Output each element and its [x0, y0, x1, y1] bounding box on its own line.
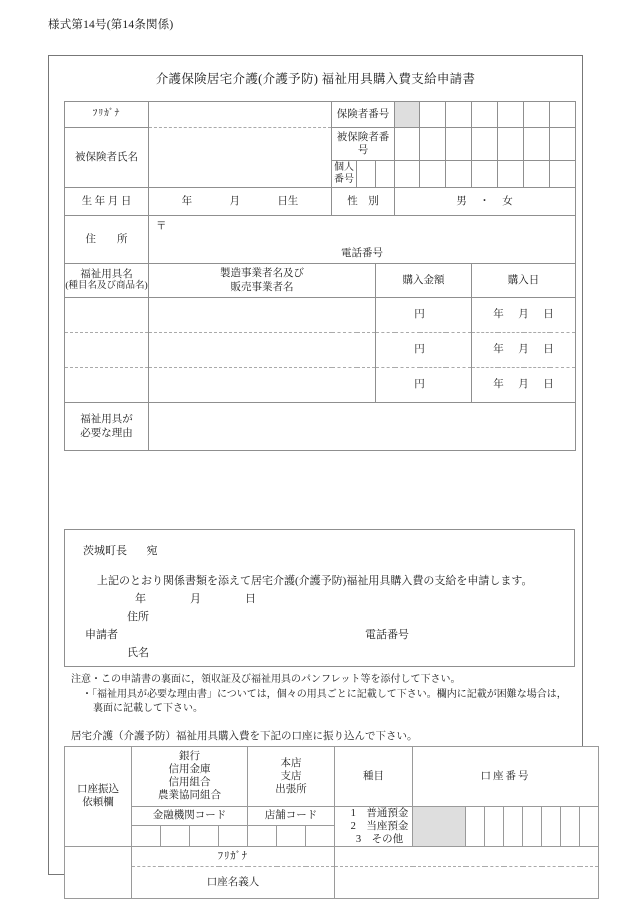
equipment-amount-header: 購入金額 — [376, 264, 472, 298]
equipment-row-2-day: 日 — [543, 344, 554, 356]
insurer-number-label: 保険者番号 — [332, 102, 395, 128]
addressee-line — [83, 542, 158, 558]
equipment-maker-header — [149, 264, 376, 298]
furigana-label: ﾌﾘｶﾞﾅ — [65, 102, 149, 128]
institution-code-cell-4[interactable] — [219, 826, 248, 847]
gender-options[interactable]: 男 ・ 女 — [395, 188, 576, 216]
furigana-value[interactable] — [149, 102, 332, 128]
account-furigana-value[interactable] — [335, 846, 599, 866]
application-statement: 上記のとおり関係書類を添えて居宅介護(介護予防)福祉用具購入費の支給を申請します。 — [97, 575, 533, 587]
equipment-row-1-month: 月 — [518, 309, 529, 321]
notes-block — [71, 673, 571, 717]
account-number-cell-4[interactable] — [523, 806, 542, 846]
branch-kind-head: 本店 — [280, 757, 302, 769]
equipment-row-2-name[interactable] — [65, 333, 149, 368]
account-furigana-label: ﾌﾘｶﾞﾅ — [132, 846, 335, 866]
birthdate-year-unit: 年 — [181, 195, 193, 207]
account-number-shaded-cell — [413, 806, 466, 846]
form-frame — [48, 55, 583, 888]
personal-number-cell-5[interactable] — [446, 161, 472, 188]
personal-number-cell-1[interactable] — [357, 161, 376, 188]
equipment-row-2-maker[interactable] — [149, 333, 376, 368]
account-number-cell-2[interactable] — [485, 806, 504, 846]
insurer-number-shaded-cell — [395, 102, 420, 128]
insured-number-cell-1[interactable] — [395, 128, 420, 161]
equipment-row-1-maker[interactable] — [149, 298, 376, 333]
account-number-cell-1[interactable] — [466, 806, 485, 846]
bank-transfer-table — [64, 746, 599, 899]
account-number-cell-6[interactable] — [561, 806, 580, 846]
insured-number-cell-4[interactable] — [472, 128, 498, 161]
equipment-maker-header-line1: 製造事業者名及び — [220, 268, 304, 280]
institution-code-label: 金融機関コード — [132, 806, 248, 826]
account-number-cell-5[interactable] — [542, 806, 561, 846]
equipment-row-1-date[interactable] — [472, 298, 576, 333]
application-date-month: 月 — [190, 593, 201, 605]
institution-kind-bank: 銀行 — [179, 751, 200, 762]
insurer-number-cell-6[interactable] — [550, 102, 576, 128]
personal-number-cell-8[interactable] — [524, 161, 550, 188]
equipment-row-2-year: 年 — [493, 344, 504, 356]
account-holder-label: 口座名義人 — [132, 866, 335, 898]
address-phone-label: 電話番号 — [341, 247, 383, 259]
address-value[interactable] — [149, 216, 576, 264]
equipment-name-header-line1: 福祉用具名 — [80, 269, 133, 280]
equipment-row-2-month: 月 — [518, 344, 529, 356]
birthdate-month-unit: 月 — [229, 195, 240, 207]
branch-kind-options[interactable] — [248, 747, 335, 807]
equipment-row-3-amount[interactable] — [376, 368, 472, 403]
account-type-option-2: 2 当座預金 — [350, 820, 409, 832]
notes-line-3: 裏面に記載して下さい。 — [93, 703, 203, 714]
institution-code-cell-3[interactable] — [190, 826, 219, 847]
gender-label: 性 別 — [332, 188, 395, 216]
equipment-row-3-day: 日 — [543, 379, 554, 391]
account-type-option-3: 3 その他 — [355, 833, 404, 845]
applicant-name-label: 氏名 — [127, 647, 149, 659]
insurer-number-cell-4[interactable] — [498, 102, 524, 128]
branch-code-cell-2[interactable] — [277, 826, 306, 847]
application-block — [64, 529, 575, 667]
reason-label-line2: 必要な理由 — [80, 427, 133, 439]
application-date[interactable] — [135, 590, 256, 606]
equipment-row-3-year: 年 — [493, 379, 504, 391]
applicant-label: 申請者 — [85, 629, 118, 641]
branch-kind-branch: 支店 — [280, 770, 302, 782]
application-date-day: 日 — [245, 593, 256, 605]
institution-code-cell-2[interactable] — [161, 826, 190, 847]
reason-label-line1: 福祉用具が — [80, 414, 133, 426]
equipment-row-3-maker[interactable] — [149, 368, 376, 403]
institution-kind-nokyo: 農業協同組合 — [158, 790, 221, 802]
birthdate-value[interactable] — [149, 188, 332, 216]
equipment-maker-header-line2: 販売事業者名 — [230, 281, 294, 293]
branch-code-cell-1[interactable] — [248, 826, 277, 847]
account-type-option-1: 1 普通預金 — [350, 807, 409, 819]
equipment-row-2-date[interactable] — [472, 333, 576, 368]
personal-number-cell-3[interactable] — [395, 161, 420, 188]
personal-number-cell-6[interactable] — [472, 161, 498, 188]
postal-mark-icon: 〒 — [156, 221, 167, 232]
equipment-row-1-day: 日 — [543, 309, 554, 321]
equipment-row-1-name[interactable] — [65, 298, 149, 333]
equipment-row-3-name[interactable] — [65, 368, 149, 403]
equipment-row-1-amount-unit: 円 — [414, 309, 425, 321]
document-title: 介護保険居宅介護(介護予防) 福祉用具購入費支給申請書 — [155, 72, 476, 86]
insured-number-label: 被保険者番号 — [332, 128, 395, 161]
equipment-row-3-date[interactable] — [472, 368, 576, 403]
insurer-number-cell-5[interactable] — [524, 102, 550, 128]
branch-kind-office: 出張所 — [275, 783, 307, 795]
applicant-address-label: 住所 — [127, 611, 149, 623]
insured-number-cell-7[interactable] — [550, 128, 576, 161]
insured-name-value[interactable] — [149, 128, 332, 188]
equipment-row-1-amount[interactable] — [376, 298, 472, 333]
personal-number-cell-2[interactable] — [376, 161, 395, 188]
account-holder-spacer — [65, 846, 132, 898]
insurer-number-cell-1[interactable] — [420, 102, 446, 128]
personal-number-cell-4[interactable] — [420, 161, 446, 188]
insured-number-cell-3[interactable] — [446, 128, 472, 161]
addressee: 茨城町長 — [83, 545, 127, 557]
account-number-cell-3[interactable] — [504, 806, 523, 846]
insurer-number-cell-3[interactable] — [472, 102, 498, 128]
insurer-number-cell-2[interactable] — [446, 102, 472, 128]
branch-code-label: 店舗コード — [248, 806, 335, 826]
addressee-suffix: 宛 — [146, 545, 158, 557]
account-type-header: 種目 — [335, 747, 413, 807]
applicant-phone-label: 電話番号 — [365, 629, 409, 641]
account-number-header: 口座番号 — [413, 747, 599, 807]
institution-kind-shinkin: 信用金庫 — [168, 764, 211, 776]
personal-number-cell-7[interactable] — [498, 161, 524, 188]
reason-value[interactable] — [149, 403, 576, 451]
equipment-row-1-year: 年 — [493, 309, 504, 321]
equipment-row-2-amount[interactable] — [376, 333, 472, 368]
insured-info-table — [64, 101, 576, 451]
equipment-row-3-amount-unit: 円 — [414, 379, 425, 391]
transfer-section-label-line1: 口座振込 — [77, 784, 119, 796]
personal-number-label: 個人番号 — [332, 161, 357, 188]
application-date-year: 年 — [135, 593, 146, 605]
institution-kind-shinkumi: 信用組合 — [168, 777, 211, 789]
institution-kind-options[interactable] — [132, 747, 248, 807]
form-number: 様式第14号(第14条関係) — [48, 19, 174, 31]
equipment-name-header-line2: (種目名及び商品名) — [65, 281, 148, 292]
birthdate-day-unit: 日生 — [277, 195, 299, 207]
branch-code-cell-3[interactable] — [306, 826, 335, 847]
birthdate-label: 生 年 月 日 — [65, 188, 149, 216]
transfer-section-label — [65, 747, 132, 847]
equipment-date-header: 購入日 — [472, 264, 576, 298]
address-label: 住 所 — [65, 216, 149, 264]
institution-code-cell-1[interactable] — [132, 826, 161, 847]
equipment-name-header — [65, 264, 149, 298]
equipment-row-3-month: 月 — [518, 379, 529, 391]
account-type-options[interactable] — [335, 806, 413, 846]
notes-line-1: 注意・この申請書の裏面に，領収証及び福祉用具のパンフレット等を添付して下さい。 — [71, 674, 461, 685]
notes-line-2: ・「福祉用具が必要な理由書」については，個々の用具ごとに記載して下さい。欄内に記載が困難な場合は， — [82, 688, 567, 700]
insured-name-label: 被保険者氏名 — [65, 128, 149, 188]
account-holder-value[interactable] — [335, 866, 599, 898]
transfer-lead-text: 居宅介護（介護予防）福祉用具購入費を下記の口座に振り込んで下さい。 — [71, 731, 418, 742]
account-number-cell-7[interactable] — [580, 806, 599, 846]
equipment-row-2-amount-unit: 円 — [414, 344, 425, 356]
personal-number-cell-9[interactable] — [550, 161, 576, 188]
insured-number-cell-5[interactable] — [498, 128, 524, 161]
insured-number-cell-2[interactable] — [420, 128, 446, 161]
insured-number-cell-6[interactable] — [524, 128, 550, 161]
transfer-section-label-line2: 依頼欄 — [82, 797, 114, 809]
reason-label — [65, 403, 149, 451]
